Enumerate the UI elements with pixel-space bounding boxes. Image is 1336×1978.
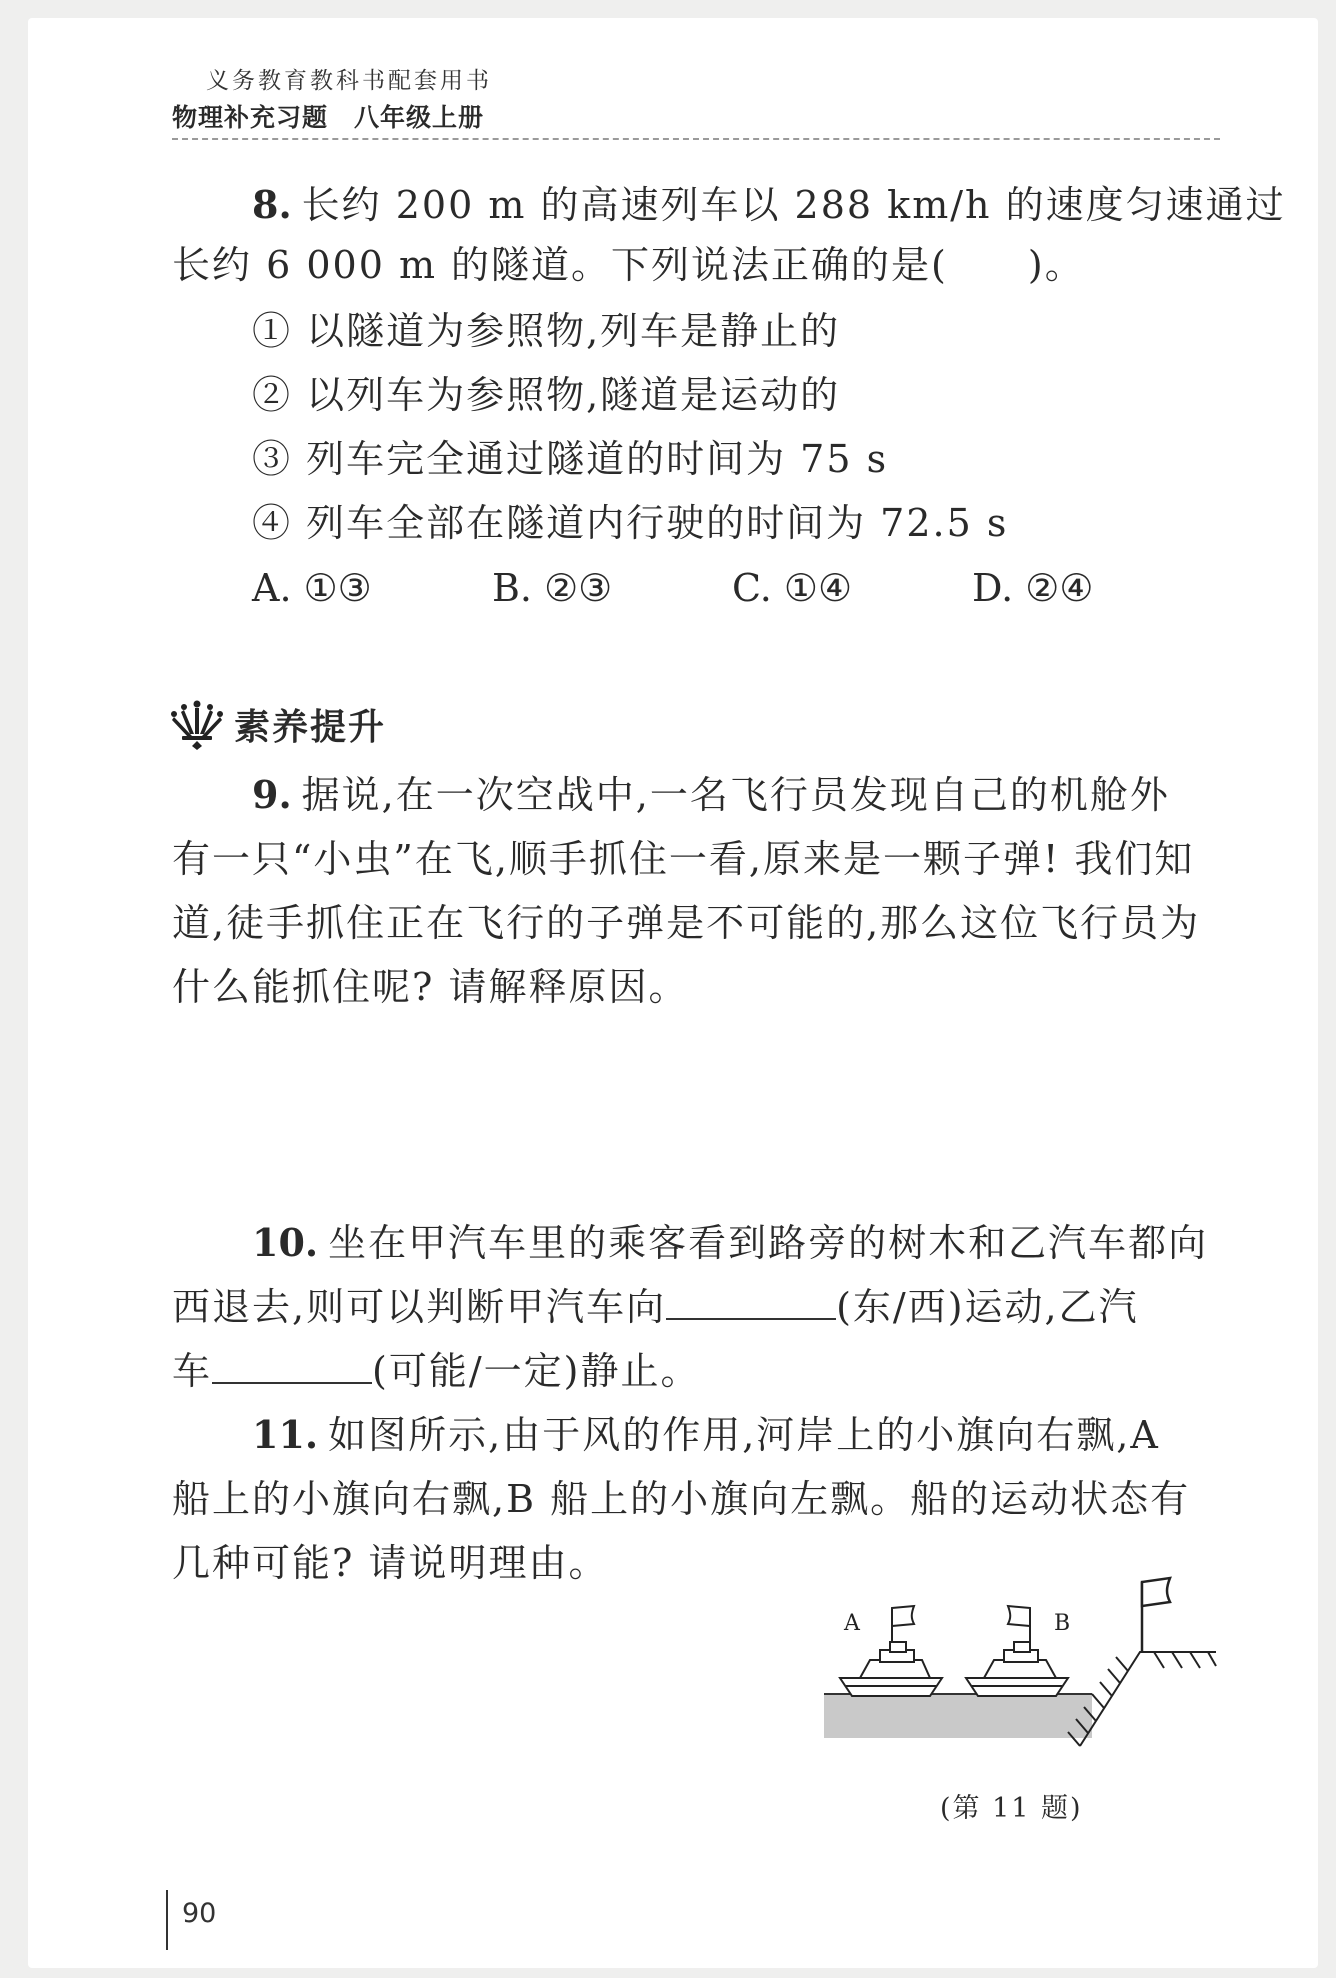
- q9-number: 9.: [252, 772, 292, 817]
- q8-option-a: A. ①③: [252, 566, 372, 610]
- book-series: 义务教育教科书配套用书: [206, 68, 492, 94]
- bank-flag: [1142, 1578, 1170, 1652]
- q9-line4: 什么能抓住呢? 请解释原因。: [172, 965, 689, 1009]
- q9-line1: 9. 据说,在一次空战中,一名飞行员发现自己的机舱外: [252, 772, 1170, 817]
- q11-line1: 11. 如图所示,由于风的作用,河岸上的小旗向右飘,A: [252, 1412, 1160, 1457]
- q11-number: 11.: [252, 1412, 319, 1457]
- q11-line3: 几种可能? 请说明理由。: [172, 1541, 609, 1585]
- page-number-bar: [166, 1890, 168, 1950]
- q8-option-d: D. ②④: [972, 566, 1094, 610]
- q10-number: 10.: [252, 1220, 319, 1265]
- q10-line3: 车 (可能/一定)静止。: [172, 1346, 1232, 1396]
- boat-b: [966, 1606, 1071, 1696]
- section-heading: [168, 696, 386, 752]
- page-number: 90: [182, 1898, 217, 1929]
- header-divider: [172, 138, 1220, 140]
- boat-b-label: B: [1054, 1611, 1071, 1636]
- q10-line2: 西退去,则可以判断甲汽车向 (东/西)运动,乙汽: [172, 1282, 1232, 1332]
- q8-line1: 8. 长约 200 m 的高速列车以 288 km/h 的速度匀速通过: [252, 182, 1286, 227]
- q8-statement-3: ③ 列车完全通过隧道的时间为 75 s: [252, 437, 889, 481]
- q10-blank-state[interactable]: [212, 1346, 372, 1384]
- q8-statement-4: ④ 列车全部在隧道内行驶的时间为 72.5 s: [252, 501, 1009, 545]
- river-water: [824, 1694, 1092, 1738]
- q8-line2: 长约 6 000 m 的隧道。下列说法正确的是( )。: [172, 243, 1085, 287]
- crown-icon: [168, 698, 226, 750]
- q8-statement-2: ② 以列车为参照物,隧道是运动的: [252, 373, 841, 417]
- q11-line2: 船上的小旗向右飘,B 船上的小旗向左飘。船的运动状态有: [172, 1477, 1191, 1521]
- q10-blank-direction[interactable]: [666, 1282, 836, 1320]
- q9-line3: 道,徒手抓住正在飞行的子弹是不可能的,那么这位飞行员为: [172, 901, 1201, 945]
- figure-caption: (第 11 题): [940, 1793, 1083, 1824]
- section-title: 素养提升: [234, 706, 387, 748]
- q8-option-b: B. ②③: [492, 566, 613, 610]
- q9-line2: 有一只“小虫”在飞,顺手抓住一看,原来是一颗子弹! 我们知: [172, 837, 1195, 881]
- book-title: [172, 98, 484, 134]
- boats-figure: [818, 1556, 1218, 1756]
- q10-line1: 10. 坐在甲汽车里的乘客看到路旁的树木和乙汽车都向: [252, 1220, 1209, 1265]
- q8-statement-1: ① 以隧道为参照物,列车是静止的: [252, 309, 841, 353]
- book-grade: 八年级上册: [354, 103, 485, 132]
- q8-number: 8.: [252, 182, 292, 227]
- book-name: 物理补充习题: [172, 103, 329, 132]
- boat-a-label: A: [844, 1611, 860, 1636]
- q8-option-c: C. ①④: [732, 566, 853, 610]
